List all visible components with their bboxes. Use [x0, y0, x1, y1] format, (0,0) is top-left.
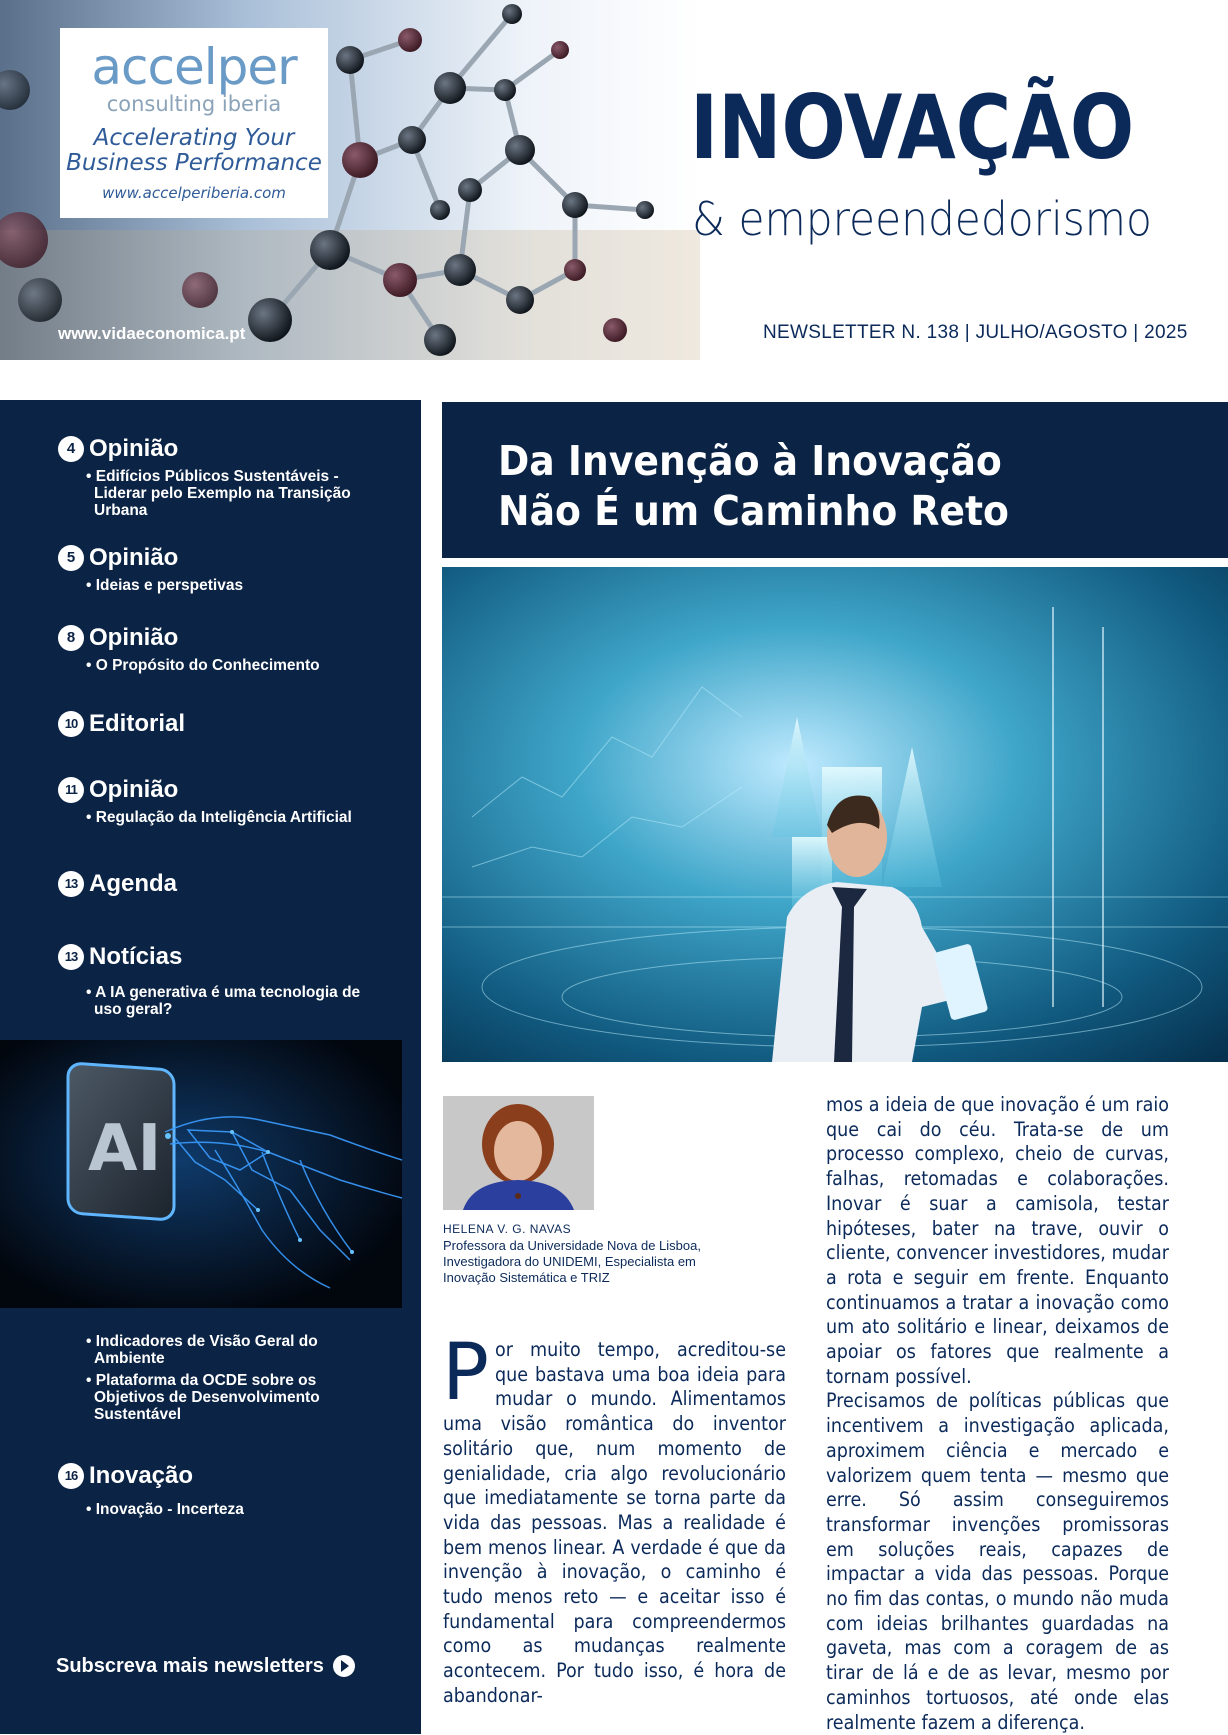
- arrow-right-circle-icon: [332, 1654, 356, 1678]
- logo-name: accelper: [91, 38, 297, 96]
- subscribe-button[interactable]: [56, 1654, 356, 1678]
- logo-tagline-2: Business Performance: [66, 150, 322, 176]
- toc-item[interactable]: • Inovação - Incerteza: [86, 1501, 244, 1518]
- section-title: Editorial: [89, 710, 186, 737]
- issue-info: NEWSLETTER N. 138 | JULHO/AGOSTO | 2025: [763, 322, 1188, 343]
- page-number-badge: 4: [58, 436, 84, 462]
- toc-section-opiniao-11[interactable]: [58, 776, 388, 826]
- article-headline: [498, 436, 1009, 536]
- subscribe-label: Subscreva mais newsletters: [56, 1654, 324, 1677]
- toc-section-noticias[interactable]: [58, 943, 388, 1018]
- businessman-tech-illustration: [442, 567, 1228, 1062]
- toc-item[interactable]: • Indicadores de Visão Geral do Ambiente: [86, 1333, 318, 1367]
- section-title: Opinião: [89, 544, 179, 571]
- page-number-badge: 13: [58, 871, 84, 897]
- article-column-2: [826, 1093, 1169, 1735]
- logo-tagline-1: Accelerating Your: [93, 125, 295, 151]
- article-column-1: [442, 1328, 786, 1709]
- ai-hand-illustration: [0, 1040, 402, 1308]
- article-text-1: or muito tempo, acreditou-se que bastava uma boa ideia para mudar o mundo. Alimentamos uma visão romântica do inventor solitário que, num momento de genialidade, cria algo revolucionário que imediatamente se torna parte da vida das pessoas. Mas a realidade é bem menos linear. A verdade é que da invenção à inovação, o caminho é tudo menos reto — e aceitar isso é fundamental para compreendermos como as mudanças realmente acontecem. Por tudo isso, é hora de abandonar-: [443, 1338, 786, 1707]
- article-text-2: mos a ideia de que inovação é um raio que cai do céu. Trata-se de um processo complexo, cheio de curvas, falhas, retomadas e colaborações. Inovar é suar a camisola, testar hipóteses, bater na trave, ouvir o cliente, convencer investidores, mudar a rota e seguir em frente. Enquanto continuamos a tratar a inovação como um ato solitário e linear, deixamos de apoiar os fatores que realmente a tornam possível.: [826, 1093, 1169, 1388]
- section-title: Opinião: [89, 624, 179, 651]
- page-number-badge: 11: [58, 777, 84, 803]
- page-number-badge: 8: [58, 625, 84, 651]
- toc-section-opiniao-8[interactable]: [58, 624, 388, 674]
- section-title: Inovação: [89, 1462, 194, 1489]
- logo-subtitle: consulting iberia: [106, 92, 282, 116]
- table-of-contents: [0, 400, 421, 1734]
- page-number-badge: 13: [58, 944, 84, 970]
- toc-item[interactable]: • O Propósito do Conhecimento: [86, 657, 320, 674]
- ai-label: AI: [88, 1112, 162, 1186]
- author-description: Professora da Universidade Nova de Lisboa, Investigadora do UNIDEMI, Especialista em Inovação Sistemática e TRIZ: [443, 1238, 701, 1285]
- toc-section-inovacao[interactable]: [58, 1462, 388, 1518]
- author-name: HELENA V. G. NAVAS: [443, 1222, 572, 1236]
- author-photo: [443, 1096, 594, 1210]
- section-title: Opinião: [89, 776, 179, 803]
- headline-line-1: Da Invenção à Inovação: [498, 437, 1002, 485]
- toc-section-opiniao-4[interactable]: [58, 435, 388, 519]
- toc-item[interactable]: • A IA generativa é uma tecnologia de uso geral?: [86, 984, 361, 1018]
- newsletter-subtitle: & empreendedorismo: [692, 192, 1152, 246]
- page-number-badge: 10: [58, 711, 84, 737]
- newsletter-title: INOVAÇÃO: [690, 76, 1135, 179]
- section-title: Agenda: [89, 870, 178, 897]
- accelper-logo[interactable]: [60, 28, 328, 218]
- article-headline-banner: [442, 402, 1228, 558]
- toc-section-opiniao-5[interactable]: [58, 544, 388, 594]
- toc-item[interactable]: • Regulação da Inteligência Artificial: [86, 809, 352, 826]
- masthead: [0, 0, 1228, 360]
- toc-item[interactable]: • Plataforma da OCDE sobre os Objetivos de Desenvolvimento Sustentável: [86, 1372, 320, 1423]
- section-title: Notícias: [89, 943, 183, 970]
- section-title: Opinião: [89, 435, 179, 462]
- site-url-link[interactable]: www.vidaeconomica.pt: [58, 324, 246, 343]
- toc-item[interactable]: • Ideias e perspetivas: [86, 577, 244, 594]
- article-text-3: Precisamos de políticas públicas que incentivem a investigação aplicada, aproximem ciência e mercado e valorizem quem tenta — mesmo que erre. Só assim conseguiremos transformar invenções promissoras em soluções reais, capazes de impactar a vida das pessoas. Porque no fim das contas, o mundo não muda com ideias brilhantes guardadas na gaveta, mas com a coragem de as tirar de lá e de as levar, mesmo por caminhos tortuosos, até onde elas realmente fazem a diferença.: [826, 1389, 1169, 1734]
- logo-url[interactable]: www.accelperiberia.com: [102, 184, 286, 202]
- toc-section-agenda[interactable]: [58, 870, 177, 898]
- headline-line-2: Não É um Caminho Reto: [498, 487, 1009, 535]
- toc-section-noticias-more: [58, 1328, 388, 1423]
- page-number-badge: 5: [58, 545, 84, 571]
- toc-section-editorial[interactable]: [58, 710, 185, 738]
- toc-item[interactable]: • Edifícios Públicos Sustentáveis - Liderar pelo Exemplo na Transição Urbana: [86, 468, 351, 519]
- drop-cap: P: [442, 1328, 490, 1418]
- page-number-badge: 16: [58, 1463, 84, 1489]
